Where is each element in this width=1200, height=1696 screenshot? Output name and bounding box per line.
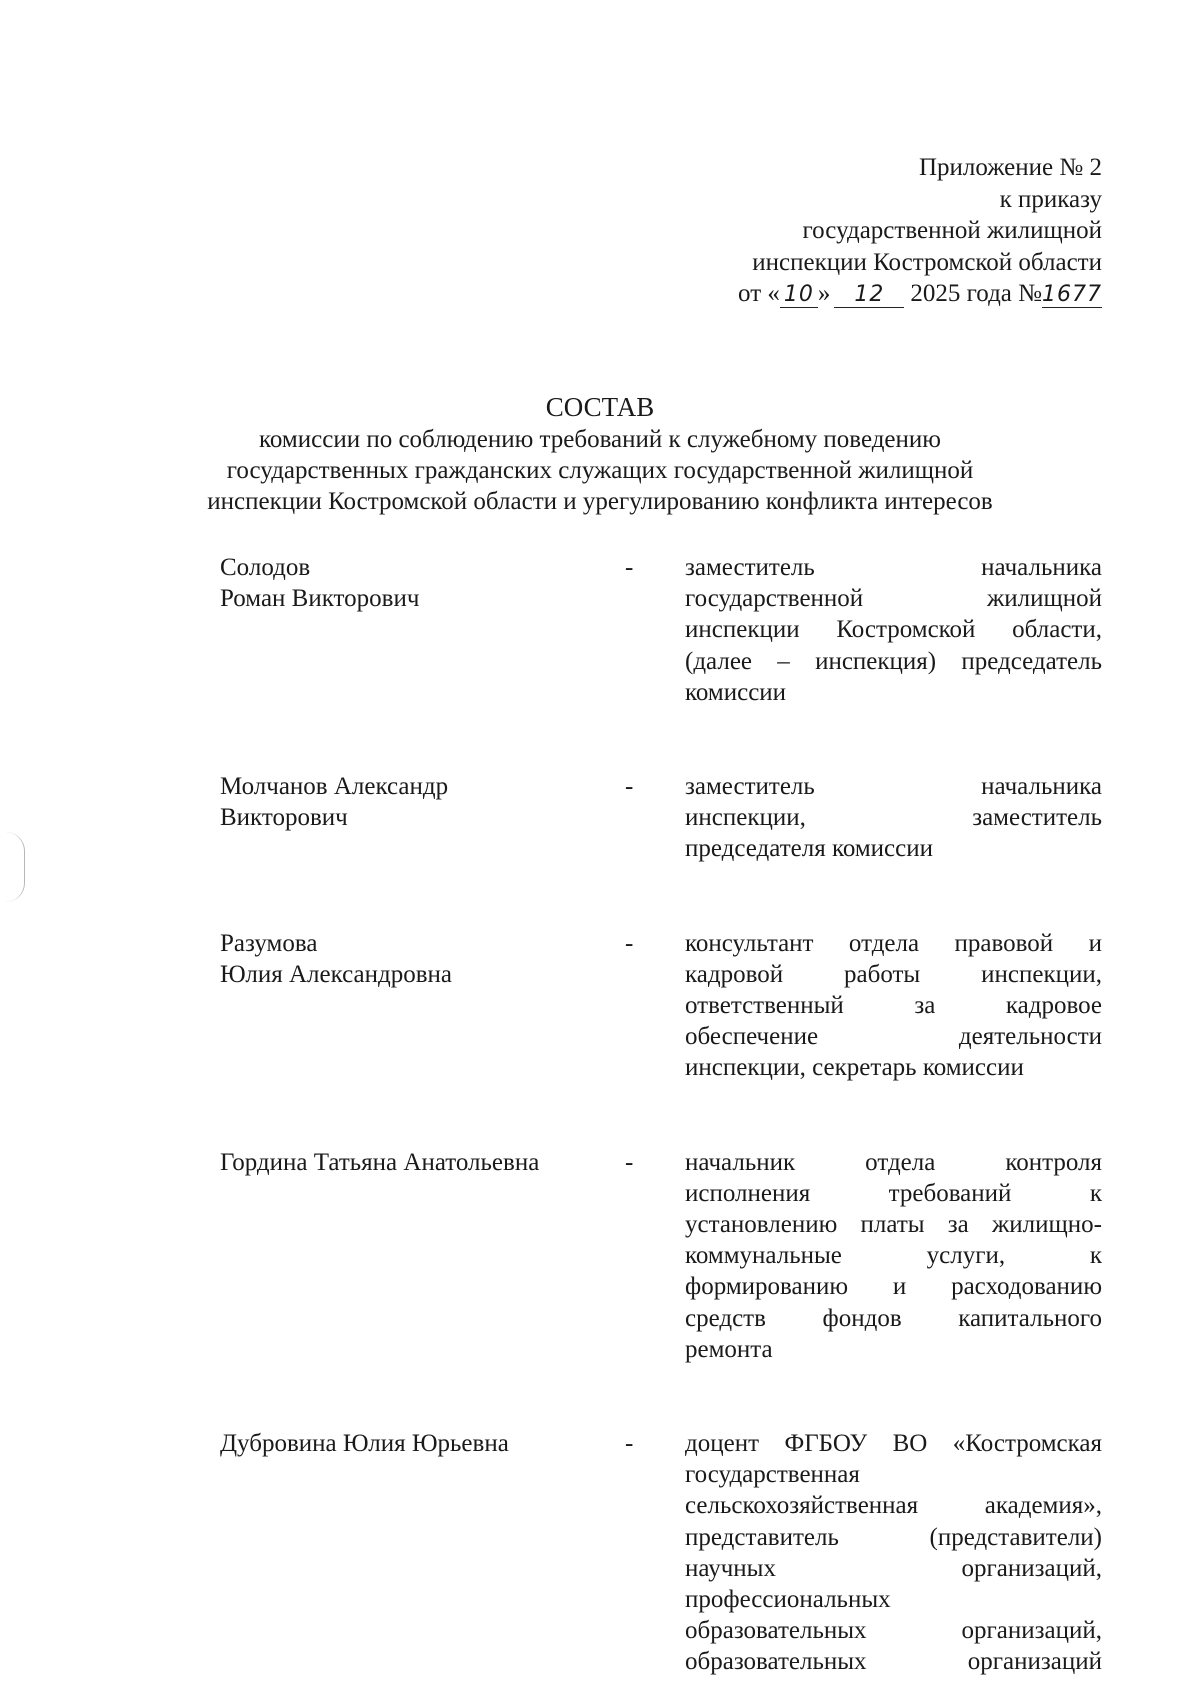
appendix-issuer-2: инспекции Костромской области [752, 248, 1102, 276]
member-dash: - [625, 1148, 634, 1176]
scan-edge-mark [6, 832, 25, 902]
member-role: начальник отдела контроля исполнения требований к установлению платы за жилищно- коммунальные услуги, к формированию и расходованию средств фондов капитального ремонта [685, 1148, 1102, 1363]
member-row [220, 928, 1102, 1084]
title-main: СОСТАВ [545, 392, 655, 422]
member-role: заместитель начальника инспекции, заместитель председателя комиссии [685, 773, 1102, 863]
appendix-order-ref: к приказу [999, 185, 1102, 213]
date-year: 2025 года № [910, 280, 1042, 307]
date-month: 12 [834, 283, 904, 308]
appendix-date-line [738, 278, 1102, 310]
members-list [220, 552, 1102, 1678]
date-prefix: от « [738, 280, 780, 307]
appendix-issuer-1: государственной жилищной [802, 217, 1102, 244]
member-role: заместитель начальника государственной жилищной инспекции Костромской области, (далее – инспекция) председатель комиссии [685, 554, 1102, 706]
member-role: доцент ФГБОУ ВО «Костромская государственная сельскохозяйственная академия», представитель (представители) научных организаций, профессиональных образовательных организаций, образовательных организаций [685, 1430, 1102, 1676]
title-line-3: инспекции Костромской области и урегулированию конфликта интересов [207, 488, 993, 515]
date-day: 10 [780, 283, 818, 308]
member-dash: - [625, 1430, 634, 1458]
appendix-number: Приложение № 2 [918, 154, 1102, 181]
document-title [0, 392, 1200, 517]
title-line-2: государственных гражданских служащих государственной жилищной [226, 457, 974, 484]
member-row [220, 1428, 1102, 1678]
member-role: консультант отдела правовой и кадровой работы инспекции, ответственный за кадровое обеспечение деятельности инспекции, секретарь комиссии [685, 929, 1102, 1082]
member-row [220, 1147, 1102, 1365]
member-row [220, 552, 1102, 708]
appendix-header [738, 152, 1102, 310]
member-dash: - [625, 929, 634, 957]
member-name: Солодов Роман Викторович [220, 554, 420, 613]
member-name: Разумова Юлия Александровна [220, 929, 452, 988]
order-number: 1677 [1042, 282, 1102, 307]
date-day-close: » [817, 280, 831, 307]
member-name: Гордина Татьяна Анатольевна [220, 1148, 540, 1176]
title-line-1: комиссии по соблюдению требований к служебному поведению [259, 426, 941, 453]
member-dash: - [625, 554, 634, 581]
member-dash: - [625, 773, 634, 801]
member-row [220, 771, 1102, 865]
member-name: Молчанов Александр Викторович [220, 773, 449, 832]
member-name: Дубровина Юлия Юрьевна [220, 1430, 509, 1458]
